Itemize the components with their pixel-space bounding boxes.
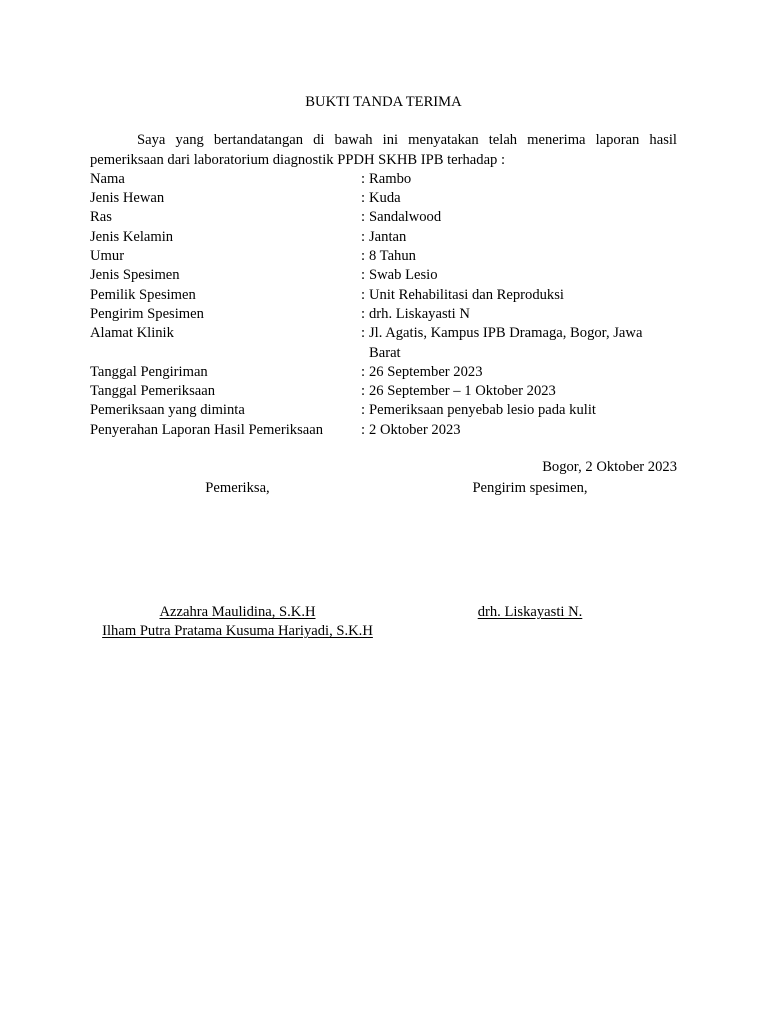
field-row-pengirim-spesimen (90, 305, 677, 324)
field-colon: : (361, 286, 366, 303)
field-value: Jantan (369, 228, 407, 245)
field-colon: : (361, 402, 366, 419)
examiner-name-2: Ilham Putra Pratama Kusuma Hariyadi, S.K.H (102, 623, 373, 640)
place-date: Bogor, 2 Oktober 2023 (542, 459, 677, 475)
field-colon: : (361, 209, 366, 226)
field-label: Pengirim Spesimen (90, 305, 204, 322)
intro-paragraph: Saya yang bertandatangan di bawah ini menyatakan telah menerima laporan hasil pemeriksaan dari laboratorium diagnostik PPDH SKHB IPB terhadap : (90, 132, 677, 168)
field-value: Unit Rehabilitasi dan Reproduksi (369, 286, 564, 303)
field-colon: : (361, 305, 366, 322)
field-row-ras (90, 208, 677, 227)
field-colon: : (361, 363, 366, 380)
field-row-pemilik-spesimen (90, 286, 677, 305)
field-row-tanggal-pemeriksaan (90, 382, 677, 401)
examiner-name-1: Azzahra Maulidina, S.K.H (159, 604, 316, 620)
field-row-jenis-hewan (90, 189, 677, 208)
field-value: Pemeriksaan penyebab lesio pada kulit (369, 402, 596, 419)
field-row-nama (90, 170, 677, 189)
field-value: 26 September – 1 Oktober 2023 (369, 383, 556, 400)
field-colon: : (361, 421, 366, 438)
field-value: 8 Tahun (369, 248, 416, 265)
field-label: Tanggal Pengiriman (90, 363, 208, 380)
field-value: Sandalwood (369, 209, 442, 226)
field-colon: : (361, 325, 366, 342)
field-value: Jl. Agatis, Kampus IPB Dramaga, Bogor, Jawa Barat (369, 325, 643, 361)
field-row-alamat-klinik (90, 324, 677, 363)
field-row-jenis-spesimen (90, 266, 677, 285)
field-value: Rambo (369, 170, 412, 187)
field-label: Pemeriksaan yang diminta (90, 402, 245, 419)
sender-name: drh. Liskayasti N. (477, 604, 583, 620)
field-label: Jenis Kelamin (90, 228, 174, 245)
field-value: Kuda (369, 190, 401, 207)
field-row-umur (90, 247, 677, 266)
field-label: Alamat Klinik (90, 325, 174, 342)
field-colon: : (361, 267, 366, 284)
field-colon: : (361, 228, 366, 245)
field-label: Tanggal Pemeriksaan (90, 383, 216, 400)
sender-signature-block (410, 603, 650, 622)
specimen-details (90, 170, 677, 440)
field-label: Penyerahan Laporan Hasil Pemeriksaan (90, 421, 324, 438)
examiner-role: Pemeriksa, (205, 480, 270, 496)
field-colon: : (361, 383, 366, 400)
receipt-document (90, 93, 677, 440)
examiner-signature-block (90, 603, 385, 642)
field-value: drh. Liskayasti N (369, 305, 470, 322)
field-row-tanggal-pengiriman (90, 363, 677, 382)
document-title: BUKTI TANDA TERIMA (305, 94, 462, 110)
field-label: Pemilik Spesimen (90, 286, 196, 303)
field-value: 26 September 2023 (369, 363, 483, 380)
field-label: Ras (90, 209, 112, 226)
field-label: Jenis Spesimen (90, 267, 180, 284)
field-row-pemeriksaan-diminta (90, 401, 677, 420)
field-value: 2 Oktober 2023 (369, 421, 461, 438)
field-label: Nama (90, 170, 125, 187)
field-label: Jenis Hewan (90, 190, 165, 207)
sender-role: Pengirim spesimen, (472, 480, 588, 496)
field-colon: : (361, 170, 366, 187)
field-colon: : (361, 190, 366, 207)
field-row-penyerahan-laporan (90, 421, 677, 440)
field-value: Swab Lesio (369, 267, 438, 284)
field-row-jenis-kelamin (90, 228, 677, 247)
field-label: Umur (90, 248, 125, 265)
field-colon: : (361, 248, 366, 265)
